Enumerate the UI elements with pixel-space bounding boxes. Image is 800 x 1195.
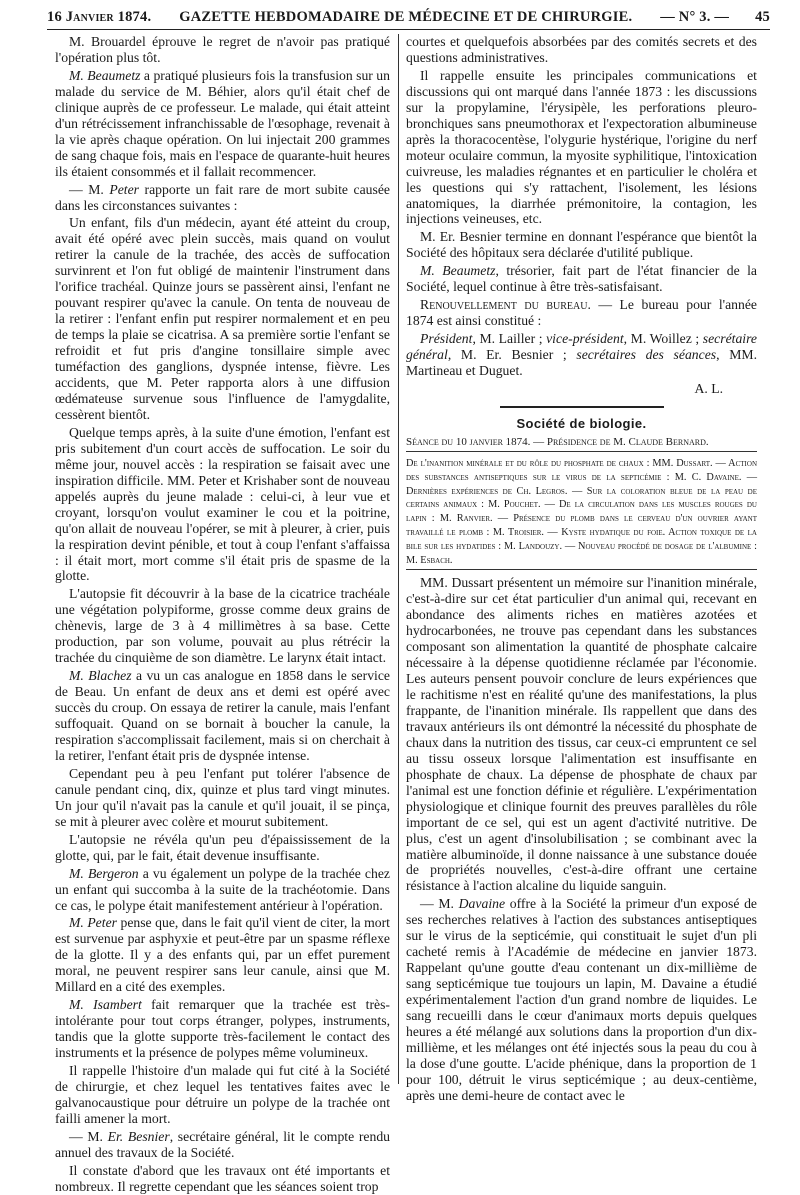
paragraph [406, 896, 757, 1103]
speaker-name: M. Blachez [69, 668, 132, 684]
right-column [406, 34, 757, 1104]
role-label: Président [420, 331, 473, 347]
summary-rule [406, 569, 757, 570]
paragraph: Il constate d'abord que les travaux ont été importants et nombreux. Il regrette cependant que les séances soient trop [55, 1162, 390, 1194]
paragraph [55, 1129, 390, 1161]
journal-title: GAZETTE HEBDOMADAIRE DE MÉDECINE ET DE CHIRURGIE. [179, 8, 633, 25]
role-label: secrétaire général [406, 331, 758, 363]
role-holder: , M. Lailler ; [472, 331, 547, 347]
speaker-name: M. Beaumetz [69, 67, 141, 83]
speaker-name: M. Peter [69, 915, 117, 931]
paragraph-text: — Le bureau pour l'année 1874 est ainsi constitué : [406, 297, 757, 329]
paragraph [406, 263, 757, 295]
role-label: vice-président [546, 331, 624, 347]
paragraph: Quelque temps après, à la suite d'une émotion, l'enfant est pris subitement d'un court accès de suffocation. Le soir du même jour, nouvel accès : la respiration se faisait avec une inspiration difficile. MM. Peter et Krishaber sont de nouveau appelés auprès du jeune malade : celui-ci, à leur vue et croyant, lorsqu'on voulut examiner le cou et la poitrine, qu'on allait de nouveau l'opérer, se mit à pleurer, à crier, puis la respiration devint pénible, et tout à coup l'enfant s'affaissa : il était mort, mort comme s'il était pris de spasme de la glotte. [55, 424, 390, 584]
paragraph [55, 668, 390, 764]
paragraph-text: fait remarquer que la trachée est très-intolérante pour tout corps étranger, polypes, instruments, tandis que la glotte supporte très-facilement le contact des instruments et la présence de polypes même volumineux. [55, 997, 390, 1061]
paragraph [55, 182, 390, 214]
paragraph-text: présentent un mémoire sur l'inanition minérale, c'est-à-dire sur cet état particulier d'un animal qui, recevant en abondance des aliments riches en matières azotées et hydrocarbonées, ne trouve pas cependant dans les substances composant son alimentation la quantité de phosphate calcaire nécessaire à la dépense quotidienne réclamée par l'économie. Les auteurs pensent pouvoir conclure de leurs expériences que le rachitisme n'est en réalité qu'une des manifestations, la plus frappante, de l'inanition minérale. Ils rappellent que dans des travaux antérieurs ils ont démontré la nécessité du phosphate de chaux dans la nutrition des tissus, car ceux-ci empruntent ce sel au tissu osseux lorsque l'alimentation est insuffisante en phosphate de chaux. La dépense de phosphate de chaux par l'animal est une fonction définie et régulière. L'expérimentation physiologique et clinique fournit des preuves parallèles du rôle important de ce sel, qui est un agent d'activité nutritive. De plus, c'est un agent d'insolubilisation ; se combinant avec la matière albuminoïde, il donne naissance à une substance douée de propriétés nouvelles, c'est-à-dire offrant une certaine résistance à l'action alcaline du liquide sanguin. [406, 575, 757, 894]
paragraph [406, 297, 757, 329]
paragraph: M. Brouardel éprouve le regret de n'avoir pas pratiqué l'opération plus tôt. [55, 34, 390, 65]
dash-prefix: — M. [420, 896, 459, 912]
paragraph: Un enfant, fils d'un médecin, ayant été atteint du croup, avait été opéré avec plein succès, mais quand on voulut retirer la canule de la trachée, des accès de suffocation survinrent et l'on fut obligé de maintenir l'instrument dans l'orifice trachéal. Quinze jours se passèrent ainsi, l'enfant ne pouvant respirer qu'avec la canule. On tenta de nouveau de la retirer : l'enfant enfin put respirer normalement et en peu de temps la plaie se cicatrisa. A sa première sortie l'enfant se refroidit et fut pris d'angine tonsillaire simple avec tuméfaction des ganglions, dyspnée intense, fièvre. Les accidents, que M. Peter rapporta alors à une diffusion œdémateuse survenue sous l'influence de l'amygdalite, cessèrent bientôt. [55, 215, 390, 422]
paragraph-text: a vu également un polype de la trachée chez un enfant qui succomba à la suite de la trachéotomie. Dans ce cas, le polype était manifestement antérieur à l'opération. [55, 865, 390, 913]
speaker-name: M. Isambert [69, 997, 142, 1013]
speaker-name: Er. Besnier [107, 1128, 170, 1144]
section-label: Renouvellement du bureau. [420, 297, 591, 313]
issue-number: — N° 3. — [660, 8, 730, 25]
paragraph-text: , trésorier, fait part de l'état financier de la Société, lequel continue à être très-satisfaisant. [406, 263, 757, 295]
dash-prefix: — M. [69, 1128, 108, 1144]
paragraph [55, 68, 390, 180]
summary-rule [406, 451, 757, 452]
paragraph: Cependant peu à peu l'enfant put tolérer l'absence de canule pendant cinq, dix, quinze et plus tard vingt minutes. Un jour qu'il n'avait pas la canule et qu'il jouait, il se pinça, se mit à pleurer avec colère et mourut subitement. [55, 765, 390, 829]
paragraph-text: a pratiqué plusieurs fois la transfusion sur un malade du service de M. Béhier, alors qu'il était chef de clinique auprès de ce professeur. Le malade, qui était atteint d'un rétrécissement infranchissable de l'œsophage, revenait à la vie après chaque opération. On lui injectait 200 grammes de sang chaque fois, mais en l'espace de quarante-huit heures ils étaient consommés et il fallait recommencer. [55, 67, 390, 179]
section-title: Société de biologie. [516, 415, 647, 431]
signature: A. L. [694, 381, 723, 397]
column-divider [398, 34, 399, 1084]
speaker-name: Davaine [458, 896, 506, 912]
paragraph [406, 575, 757, 894]
page-number: 45 [755, 8, 770, 25]
paragraph-text: rapporte un fait rare de mort subite causée dans les circonstances suivantes : [55, 181, 391, 213]
page-header [47, 6, 770, 28]
paragraph [55, 915, 390, 995]
role-holder: , MM. Martineau et Duguet. [406, 347, 757, 379]
role-label: secrétaires des séances [576, 347, 717, 363]
speaker-name: MM. Dussart [420, 575, 494, 591]
speaker-name: M. Beaumetz [420, 263, 496, 279]
paragraph: courtes et quelquefois absorbées par des comités secrets et des questions administratives. [406, 34, 757, 65]
paragraph-text: a vu un cas analogue en 1858 dans le service de Beau. Un enfant de deux ans et demi est opéré avec succès du croup. On essaya de retirer la canule, mais l'enfant suffoquait. Quand on se bornait à boucher la canule, la respiration s'accomplissait facilement, mais si on cherchait à la retirer, l'enfant était pris de dyspnée intense. [55, 668, 390, 763]
session-line: Séance du 10 janvier 1874. — Présidence de M. Claude Bernard. [406, 435, 709, 448]
speaker-name: M. Bergeron [69, 865, 139, 881]
paragraph [55, 997, 390, 1061]
paragraph [55, 866, 390, 914]
role-holder: , M. Er. Besnier ; [447, 347, 577, 363]
speaker-name: Peter [109, 181, 140, 197]
session-summary: De l'inanition minérale et du rôle du phosphate de chaux : MM. Dussart. — Action des substances antiseptiques sur le virus de la septicémie : M. C. Davaine. — Dernières expériences de Ch. Legros. — Sur la coloration bleue de la peau de certains animaux : M. Pouchet. — De la circulation dans les muscles rouges du lapin : M. Ranvier. — Présence du plomb dans le cerveau d'un ouvrier ayant travaillé le plomb : M. Troisier. — Kyste hydatique du foie. Action toxique de la bile sur les hydatides : M. Landouzy. — Nouveau procédé de dosage de l'albumine : M. Esbach. [406, 457, 757, 566]
header-right [660, 9, 770, 26]
issue-date: 16 Janvier 1874. [47, 8, 152, 25]
header-rule [47, 29, 770, 30]
paragraph-text: pense que, dans le fait qu'il vient de citer, la mort est survenue par asphyxie et peut-être par un spasme réflexe de la glotte. Il y a des enfants qui, par un effet purement moral, ne peuvent respirer sans leur canule, ainsi que M. Millard en a cité des exemples. [55, 915, 390, 995]
paragraph: Il rappelle l'histoire d'un malade qui fut cité à la Société de chirurgie, et chez lequel les tentatives faites avec le galvanocaustique pour détruire un polype de la trachée ont failli amener la mort. [55, 1063, 390, 1126]
dash-prefix: — M. [69, 181, 110, 197]
role-holder: , M. Woillez ; [623, 331, 703, 347]
paragraph: L'autopsie ne révéla qu'un peu d'épaississement de la glotte, qui, par le fait, était devenue insuffisante. [55, 831, 390, 863]
paragraph-text: , secrétaire général, lit le compte rendu annuel des travaux de la Société. [55, 1128, 391, 1160]
section-separator [500, 406, 664, 408]
paragraph: L'autopsie fit découvrir à la base de la cicatrice trachéale une végétation polypiforme, grosse comme deux grains de chènevis, large de 3 à 4 millimètres à sa base. Cette production, par son volume, pouvait au plus rétrécir la trachée du cinquième de son diamètre. Le larynx était intact. [55, 586, 390, 666]
paragraph-text: offre à la Société la primeur d'un exposé de ses recherches relatives à l'action des substances antiseptiques sur le virus de la septicémie, qui constituait le sujet d'un pli cacheté remis à l'Académie de médecine en janvier 1873. Rappelant qu'une goutte d'eau contenant un dix-millième de sang septicémique tue toujours un lapin, M. Davaine a étudié expérimentalement l'action d'un grand nombre de liquides. Le sang recueilli dans le cœur d'animaux morts depuis quelques heures a été mélangé aux solutions dans la proportion d'un dix-millième, et les mélanges ont été injectés sous la peau du cou à la dose d'une goutte. L'acide phénique, dans la proportion de 1 pour 100, détruit le virus septicémique ; au deux-centième, après une demi-heure de contact avec le [406, 896, 758, 1103]
left-column [55, 34, 390, 1195]
paragraph: Il rappelle ensuite les principales communications et discussions qui ont marqué dans l'année 1873 : les discussions sur la propylamine, l'érysipèle, les perforations pleuro-bronchiques sans pneumothorax et l'expectoration albumineuse après la thoracocentèse, l'olygurie hystérique, l'origine du nerf moteur oculaire commun, la myosite syphilitique, l'intoxication cuivreuse, les maladies régnantes et en particulier le choléra et les questions qui s'y rattachent, l'isolement, les lésions anatomiques, la diarrhée prémonitoire, la contagion, les injections veineuses, etc. [406, 67, 757, 227]
paragraph: M. Er. Besnier termine en donnant l'espérance que bientôt la Société des hôpitaux sera déclarée d'utilité publique. [406, 229, 757, 261]
bureau-list [406, 331, 757, 379]
